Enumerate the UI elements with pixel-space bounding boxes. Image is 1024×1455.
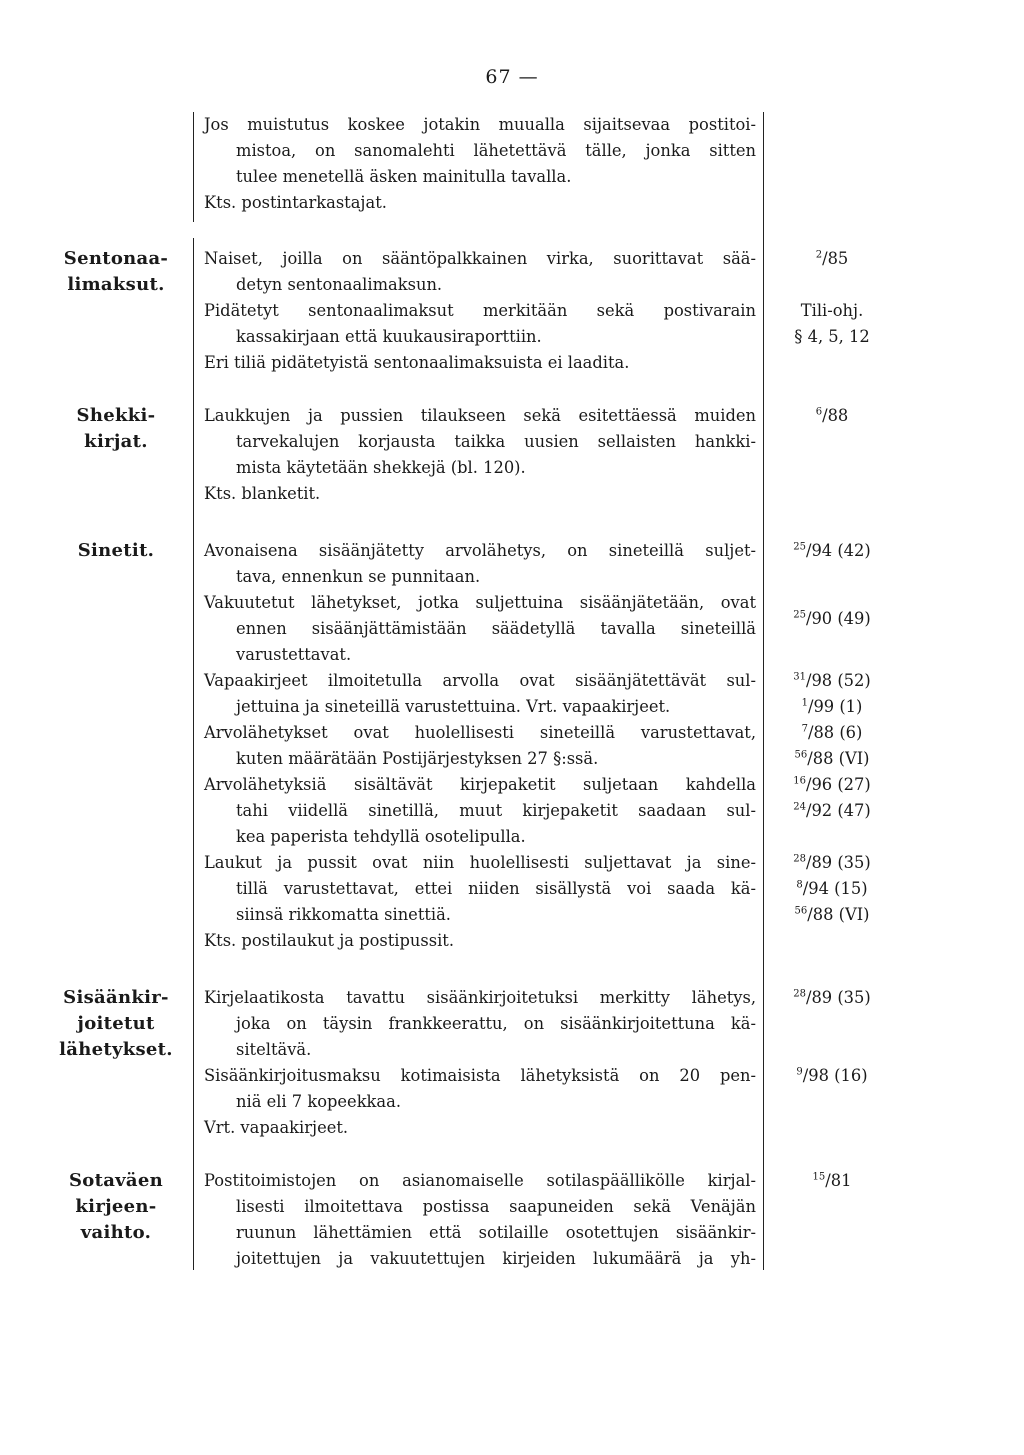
reference-sup: 25 [793, 541, 806, 553]
margin-heading-line: Shekki- [76, 405, 156, 426]
text-line: siinsä rikkomatta sinettiä. [236, 905, 451, 924]
reference-note [770, 876, 894, 902]
text-line: Vakuutetut lähetykset, jotka suljettuina sisäänjätetään, ovat [204, 593, 756, 612]
reference-note [770, 1063, 894, 1089]
reference-text: Tili-ohj. [800, 301, 864, 320]
reference-sup: 7 [801, 723, 808, 735]
text-line: tulee menetellä äsken mainitulla tavalla. [236, 167, 572, 186]
margin-heading-line: lähetykset. [59, 1039, 173, 1060]
reference-text: /90 (49) [805, 608, 871, 628]
reference-note [770, 246, 894, 272]
reference-note [770, 850, 894, 876]
text-line: niä eli 7 kopeekkaa. [236, 1092, 402, 1111]
reference-note [770, 1168, 894, 1194]
text-line: tillä varustettavat, ettei niiden sisällystä voi saada kä- [236, 879, 756, 898]
text-line: Kts. blanketit. [204, 484, 321, 503]
margin-heading-line: limaksut. [67, 274, 165, 295]
text-line: detyn sentonaalimaksun. [236, 275, 443, 294]
text-line: joka on täysin frankkeerattu, on sisäänkirjoitettuna kä- [236, 1014, 756, 1033]
text-line: Sisäänkirjoitusmaksu kotimaisista lähetyksistä on 20 pen- [204, 1066, 756, 1085]
reference-text: /81 [825, 1171, 852, 1190]
margin-heading-line: Sentonaa- [63, 248, 169, 269]
text-line: Kts. postintarkastajat. [204, 193, 387, 212]
reference-note [770, 772, 894, 798]
text-line: joitettujen ja vakuutettujen kirjeiden lukumäärä ja yh- [236, 1249, 756, 1268]
margin-heading-line: Sinetit. [77, 540, 155, 561]
reference-note [770, 720, 894, 746]
text-line: ruunun lähettämien että sotilaille osotettujen sisäänkir- [236, 1223, 756, 1242]
margin-heading-sotavaen [40, 1168, 192, 1246]
reference-text: /99 (1) [807, 697, 863, 716]
text-line: ennen sisäänjättämistään säädetyllä tavalla sineteillä [236, 619, 756, 638]
text-line: siteltävä. [236, 1040, 312, 1059]
text-line: Kirjelaatikosta tavattu sisäänkirjoitetuksi merkitty lähetys, [204, 988, 756, 1007]
text-line: Avonaisena sisäänjätetty arvolähetys, on sineteillä suljet- [204, 541, 756, 560]
text-line: tarvekalujen korjausta taikka uusien sellaisten hankki- [236, 432, 756, 451]
margin-heading-line: vaihto. [80, 1222, 152, 1243]
reference-text: /88 (VI) [807, 905, 870, 924]
reference-note [770, 606, 894, 632]
text-line: Arvolähetykset ovat huolellisesti sineteillä varustettavat, [204, 723, 756, 742]
margin-heading-shekkikirjat [40, 403, 192, 455]
margin-heading-line: Sotaväen [68, 1170, 164, 1191]
reference-note [770, 985, 894, 1011]
left-rule-lower [193, 238, 194, 1270]
text-line: Jos muistutus koskee jotakin muualla sijaitsevaa postitoi- [204, 115, 756, 134]
text-line: Arvolähetyksiä sisältävät kirjepaketit suljetaan kahdella [204, 775, 756, 794]
text-line: Kts. postilaukut ja postipussit. [204, 931, 455, 950]
reference-note [770, 902, 894, 928]
reference-sup: 15 [812, 1171, 826, 1183]
reference-sup: 56 [794, 905, 808, 917]
reference-sup: 28 [793, 988, 806, 1000]
reference-text: /88 [822, 406, 849, 425]
margin-heading-line: kirjat. [84, 431, 148, 452]
reference-sup: 24 [793, 801, 806, 813]
reference-text: /94 (15) [802, 879, 868, 898]
reference-text: /98 (16) [802, 1066, 868, 1085]
reference-text: /88 (VI) [807, 749, 870, 768]
reference-note [770, 694, 894, 720]
reference-sup: 8 [796, 879, 803, 891]
reference-note [770, 746, 894, 772]
text-line: Eri tiliä pidätetyistä sentonaalimaksuista ei laadita. [204, 353, 630, 372]
reference-note [770, 538, 894, 564]
reference-note [770, 298, 894, 324]
text-line: kea paperista tehdyllä osotelipulla. [236, 827, 526, 846]
reference-text: /88 (6) [807, 723, 863, 742]
text-line: tahi viidellä sinetillä, muut kirjepaketit saadaan sul- [236, 801, 756, 820]
reference-note [770, 403, 894, 429]
reference-text: /89 (35) [805, 988, 871, 1007]
margin-heading-line: kirjeen- [75, 1196, 157, 1217]
reference-sup: 9 [796, 1066, 803, 1078]
text-line: varustettavat. [236, 645, 352, 664]
text-line: kassakirjaan että kuukausiraporttiin. [236, 327, 542, 346]
reference-note [770, 668, 894, 694]
reference-sup: 1 [801, 697, 808, 709]
reference-sup: 16 [793, 775, 806, 787]
margin-heading-sinetit [40, 538, 192, 564]
text-line: Pidätetyt sentonaalimaksut merkitään sekä postivarain [204, 301, 756, 320]
reference-text: /85 [822, 249, 849, 268]
reference-text: /94 (42) [805, 541, 871, 560]
text-line: Laukut ja pussit ovat niin huolellisesti suljettavat ja sine- [204, 853, 756, 872]
margin-heading-line: joitetut [77, 1013, 155, 1034]
text-line: kuten määrätään Postijärjestyksen 27 §:ssä. [236, 749, 599, 768]
reference-text: /96 (27) [805, 775, 871, 794]
reference-sup: 28 [793, 853, 806, 865]
reference-sup: 2 [815, 249, 823, 261]
text-line: mistoa, on sanomalehti lähetettävä tälle, jonka sitten [236, 141, 756, 160]
right-rule [763, 112, 764, 1270]
reference-sup: 25 [793, 609, 806, 621]
reference-note [770, 798, 894, 824]
reference-note [770, 324, 894, 350]
page-number: 67 — [485, 66, 539, 88]
reference-text: /98 (52) [805, 671, 871, 690]
text-line: Vapaakirjeet ilmoitetulla arvolla ovat sisäänjätettävät sul- [204, 671, 756, 690]
reference-text: /89 (35) [805, 853, 871, 872]
reference-sup: 31 [793, 671, 806, 683]
text-line: lisesti ilmoitettava postissa saapuneiden sekä Venäjän [236, 1197, 756, 1216]
text-line: Vrt. vapaakirjeet. [204, 1118, 349, 1137]
text-line: jettuina ja sineteillä varustettuina. Vrt. vapaakirjeet. [236, 697, 671, 716]
reference-sup: 6 [815, 406, 823, 418]
reference-text: /92 (47) [805, 801, 871, 820]
text-line: mista käytetään shekkejä (bl. 120). [236, 458, 526, 477]
reference-sup: 56 [794, 749, 808, 761]
text-line: Postitoimistojen on asianomaiselle sotilaspäällikölle kirjal- [204, 1171, 756, 1190]
margin-heading-sisaankirjoitetut [40, 985, 192, 1063]
left-rule-upper [193, 112, 194, 222]
text-line: Naiset, joilla on sääntöpalkkainen virka, suorittavat sää- [204, 249, 756, 268]
margin-heading-line: Sisäänkir- [63, 987, 169, 1008]
text-line: Laukkujen ja pussien tilaukseen sekä esitettäessä muiden [204, 406, 756, 425]
margin-heading-sentonaalimaksut [40, 246, 192, 298]
reference-text: § 4, 5, 12 [794, 327, 870, 346]
text-line: tava, ennenkun se punnitaan. [236, 567, 481, 586]
